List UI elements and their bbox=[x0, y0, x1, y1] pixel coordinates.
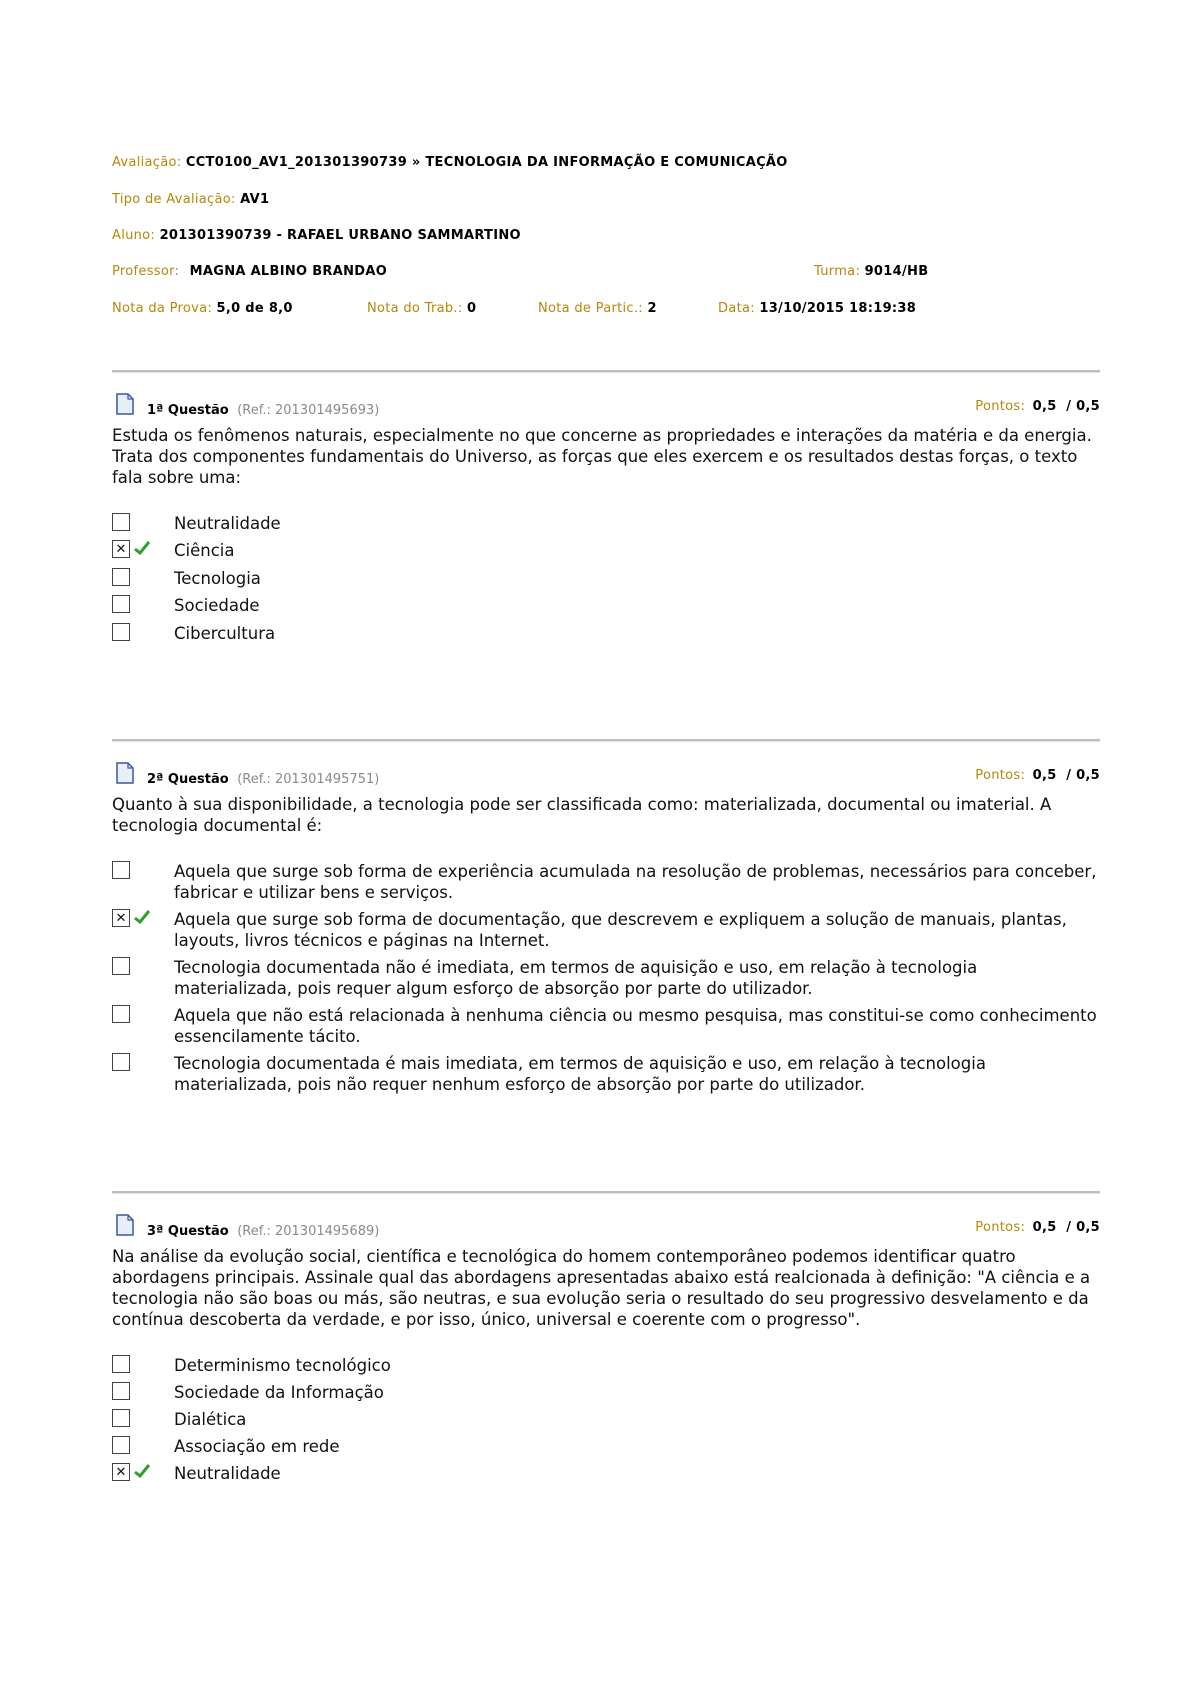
avaliacao-label: Avaliação: bbox=[112, 155, 182, 170]
turma-row bbox=[814, 264, 928, 279]
correct-check-icon bbox=[134, 541, 150, 555]
nota-trab-value: 0 bbox=[466, 301, 477, 316]
answer-options bbox=[112, 1355, 1100, 1490]
option-3[interactable] bbox=[112, 568, 1100, 595]
checkbox[interactable] bbox=[112, 861, 130, 879]
pontos-label: Pontos: bbox=[975, 399, 1026, 414]
document-icon bbox=[116, 393, 134, 415]
question-score bbox=[975, 768, 1100, 783]
nota-partic-label: Nota de Partic.: bbox=[538, 301, 643, 316]
option-text: Aquela que surge sob forma de documentação, que descrevem e expliquem a solução de manuais, plantas, layouts, livros técnicos e páginas na Internet. bbox=[174, 910, 1067, 950]
question-3 bbox=[112, 1214, 1100, 1490]
x-mark-icon: ✕ bbox=[115, 541, 127, 557]
x-mark-icon: ✕ bbox=[115, 910, 127, 926]
option-2[interactable] bbox=[112, 909, 1100, 957]
checkbox-checked[interactable] bbox=[112, 540, 130, 558]
pontos-value: 0,5 / 0,5 bbox=[1032, 1220, 1100, 1235]
tipo-row bbox=[112, 192, 269, 207]
option-text: Dialética bbox=[174, 1410, 247, 1429]
checkbox[interactable] bbox=[112, 1436, 130, 1454]
option-text: Sociedade da Informação bbox=[174, 1383, 384, 1402]
checkbox[interactable] bbox=[112, 1409, 130, 1427]
checkbox[interactable] bbox=[112, 1355, 130, 1373]
data-label: Data: bbox=[718, 301, 755, 316]
question-header bbox=[112, 762, 1100, 792]
avaliacao-value: CCT0100_AV1_201301390739 » TECNOLOGIA DA INFORMAÇÃO E COMUNICAÇÃO bbox=[185, 155, 788, 170]
question-title bbox=[147, 772, 379, 787]
tipo-value: AV1 bbox=[240, 192, 270, 207]
option-4[interactable] bbox=[112, 1436, 1100, 1463]
checkbox[interactable] bbox=[112, 1005, 130, 1023]
checkbox[interactable] bbox=[112, 957, 130, 975]
correct-check-icon bbox=[134, 1464, 150, 1478]
option-text: Sociedade bbox=[174, 596, 260, 615]
option-1[interactable] bbox=[112, 1355, 1100, 1382]
option-4[interactable] bbox=[112, 595, 1100, 623]
nota-partic-value: 2 bbox=[647, 301, 657, 316]
option-text: Aquela que surge sob forma de experiência acumulada na resolução de problemas, necessários para conceber, fabricar e utilizar bens e serviços. bbox=[174, 862, 1097, 902]
checkbox-checked[interactable] bbox=[112, 1463, 130, 1481]
document-icon bbox=[116, 762, 134, 784]
option-1[interactable] bbox=[112, 861, 1100, 909]
tipo-label: Tipo de Avaliação: bbox=[112, 192, 236, 207]
question-score bbox=[975, 1220, 1100, 1235]
divider bbox=[112, 739, 1100, 742]
question-text: Quanto à sua disponibilidade, a tecnologia pode ser classificada como: materializada, documental ou imaterial. A tecnologia documental é: bbox=[112, 795, 1052, 835]
question-title bbox=[147, 1224, 379, 1239]
option-1[interactable] bbox=[112, 513, 1100, 540]
turma-label: Turma: bbox=[814, 264, 861, 279]
aluno-value: 201301390739 - RAFAEL URBANO SAMMARTINO bbox=[159, 228, 521, 243]
option-3[interactable] bbox=[112, 957, 1100, 1005]
data-value: 13/10/2015 18:19:38 bbox=[759, 301, 917, 316]
professor-value: MAGNA ALBINO BRANDAO bbox=[189, 264, 388, 279]
option-5[interactable] bbox=[112, 623, 1100, 650]
option-text: Neutralidade bbox=[174, 514, 281, 533]
nota-prova-value: 5,0 de 8,0 bbox=[216, 301, 293, 316]
question-text: Estuda os fenômenos naturais, especialmente no que concerne as propriedades e interações da matéria e da energia. Trata dos componentes fundamentais do Universo, as forças que eles exercem e os resultados destas forças, o texto fala sobre uma: bbox=[112, 426, 1092, 487]
answer-options bbox=[112, 513, 1100, 650]
question-ref: (Ref.: 201301495693) bbox=[237, 403, 380, 418]
option-4[interactable] bbox=[112, 1005, 1100, 1053]
data-row bbox=[718, 301, 916, 316]
nota-prova-row bbox=[112, 301, 293, 316]
question-number: 2ª Questão bbox=[147, 772, 229, 787]
checkbox[interactable] bbox=[112, 623, 130, 641]
pontos-value: 0,5 / 0,5 bbox=[1032, 768, 1100, 783]
option-text: Ciência bbox=[174, 541, 235, 560]
checkbox[interactable] bbox=[112, 1053, 130, 1071]
nota-prova-label: Nota da Prova: bbox=[112, 301, 213, 316]
option-2[interactable] bbox=[112, 540, 1100, 568]
aluno-row bbox=[112, 228, 521, 243]
pontos-label: Pontos: bbox=[975, 1220, 1026, 1235]
pontos-label: Pontos: bbox=[975, 768, 1026, 783]
avaliacao-row bbox=[112, 155, 788, 170]
question-ref: (Ref.: 201301495689) bbox=[237, 1224, 380, 1239]
option-text: Associação em rede bbox=[174, 1437, 340, 1456]
correct-check-icon bbox=[134, 910, 150, 924]
question-title bbox=[147, 403, 379, 418]
option-text: Neutralidade bbox=[174, 1464, 281, 1483]
option-2[interactable] bbox=[112, 1382, 1100, 1409]
answer-options bbox=[112, 861, 1100, 1101]
professor-row bbox=[112, 264, 387, 279]
question-number: 1ª Questão bbox=[147, 403, 229, 418]
option-5[interactable] bbox=[112, 1053, 1100, 1101]
checkbox[interactable] bbox=[112, 1382, 130, 1400]
question-ref: (Ref.: 201301495751) bbox=[237, 772, 380, 787]
question-score bbox=[975, 399, 1100, 414]
pontos-value: 0,5 / 0,5 bbox=[1032, 399, 1100, 414]
option-text: Cibercultura bbox=[174, 624, 276, 643]
option-text: Tecnologia documentada não é imediata, em termos de aquisição e uso, em relação à tecnologia materializada, pois requer algum esforço de absorção por parte do utilizador. bbox=[174, 958, 978, 998]
option-text: Determinismo tecnológico bbox=[174, 1356, 391, 1375]
professor-label: Professor: bbox=[112, 264, 180, 279]
question-header bbox=[112, 393, 1100, 423]
checkbox[interactable] bbox=[112, 568, 130, 586]
question-1 bbox=[112, 393, 1100, 650]
nota-trab-row bbox=[367, 301, 476, 316]
x-mark-icon: ✕ bbox=[115, 1464, 127, 1480]
question-header bbox=[112, 1214, 1100, 1244]
turma-value: 9014/HB bbox=[864, 264, 929, 279]
option-text: Tecnologia bbox=[174, 569, 261, 588]
option-text: Aquela que não está relacionada à nenhuma ciência ou mesmo pesquisa, mas constitui-se como conhecimento essencilamente tácito. bbox=[174, 1006, 1097, 1046]
question-2 bbox=[112, 762, 1100, 1101]
checkbox[interactable] bbox=[112, 595, 130, 613]
divider bbox=[112, 1191, 1100, 1194]
option-text: Tecnologia documentada é mais imediata, em termos de aquisição e uso, em relação à tecnologia materializada, pois não requer nenhum esforço de absorção por parte do utilizador. bbox=[174, 1054, 986, 1094]
checkbox-checked[interactable] bbox=[112, 909, 130, 927]
divider bbox=[112, 370, 1100, 373]
aluno-label: Aluno: bbox=[112, 228, 156, 243]
option-5[interactable] bbox=[112, 1463, 1100, 1490]
question-text: Na análise da evolução social, científica e tecnológica do homem contemporâneo podemos identificar quatro abordagens principais. Assinale qual das abordagens apresentadas abaixo está realcionada à definição: "A ciência e a tecnologia não são boas ou más, são neutras, e sua evolução seria o resultado do seu progressivo desvelamento e da contínua descoberta da verdade, e por isso, único, universal e coerente com o progresso". bbox=[112, 1247, 1091, 1329]
checkbox[interactable] bbox=[112, 513, 130, 531]
document-icon bbox=[116, 1214, 134, 1236]
nota-trab-label: Nota do Trab.: bbox=[367, 301, 463, 316]
nota-partic-row bbox=[538, 301, 657, 316]
question-number: 3ª Questão bbox=[147, 1224, 229, 1239]
option-3[interactable] bbox=[112, 1409, 1100, 1436]
